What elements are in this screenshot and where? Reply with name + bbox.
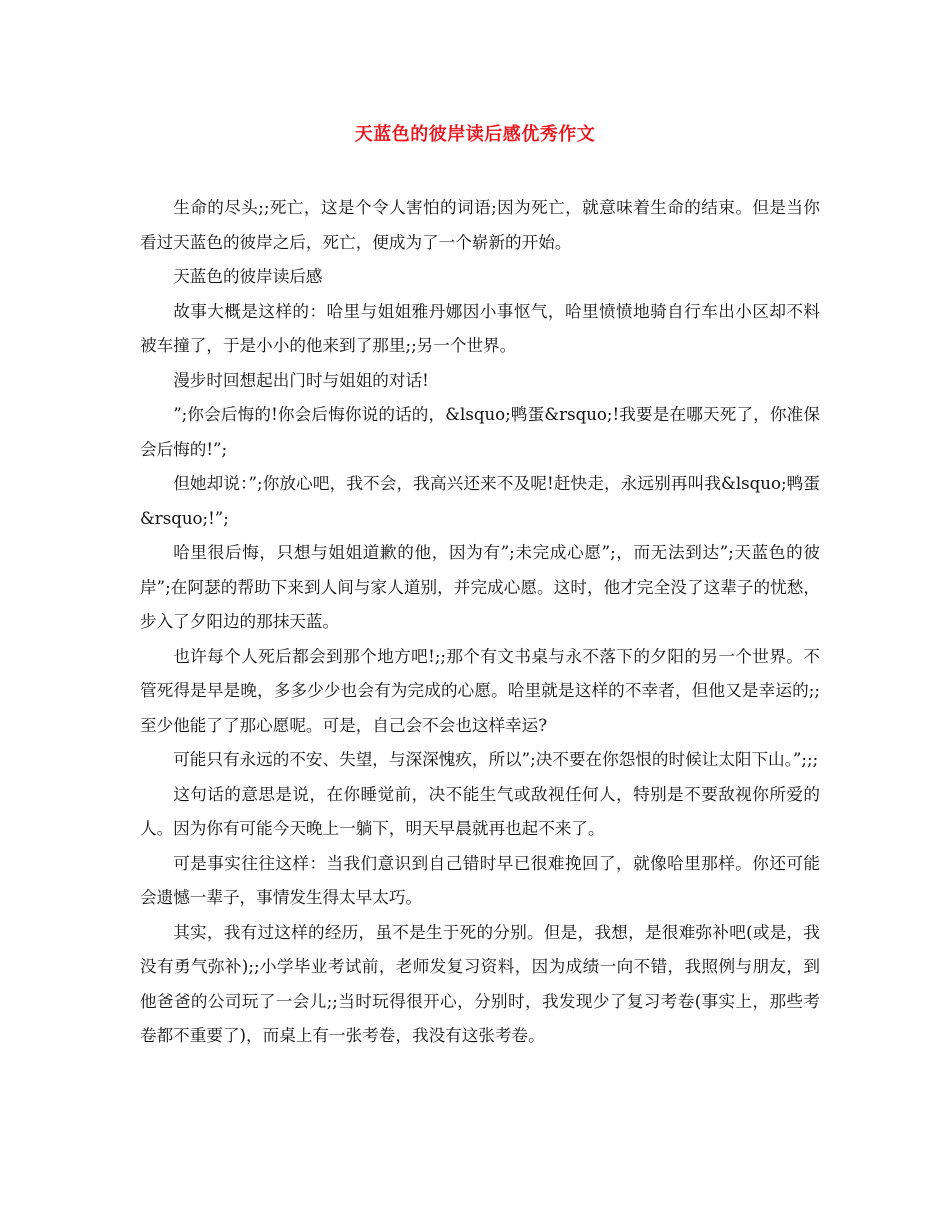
paragraph-10: 这句话的意思是说，在你睡觉前，决不能生气或敌视任何人，特别是不要敌视你所爱的人。因为你有可能今天晚上一躺下，明天早晨就再也起不来了。 (140, 784, 820, 838)
paragraph-5: ”;你会后悔的!你会后悔你说的话的，&lsquo;鸭蛋&rsquo;!我要是在哪天死了，你准保会后悔的!”; (140, 405, 820, 459)
paragraph-3: 故事大概是这样的：哈里与姐姐雅丹娜因小事怄气，哈里愤愤地骑自行车出小区却不料被车撞了，于是小小的他来到了那里;;另一个世界。 (140, 301, 820, 355)
paragraph-4: 漫步时回想起出门时与姐姐的对话! (173, 370, 429, 390)
document-body (140, 191, 820, 1054)
paragraph-8: 也许每个人死后都会到那个地方吧!;;那个有文书桌与永不落下的夕阳的另一个世界。不管死得是早是晚，多多少少也会有为完成的心愿。哈里就是这样的不幸者，但他又是幸运的;;至少他能了了那心愿呢。可是，自己会不会也这样幸运? (140, 646, 820, 735)
paragraph-1: 生命的尽头;;死亡，这是个令人害怕的词语;因为死亡，就意味着生命的结束。但是当你看过天蓝色的彼岸之后，死亡，便成为了一个崭新的开始。 (140, 198, 820, 252)
paragraph-2: 天蓝色的彼岸读后感 (173, 267, 323, 286)
paragraph-6: 但她却说：”;你放心吧，我不会，我高兴还来不及呢!赶快走，永远别再叫我&lsquo;鸭蛋&rsquo;!”; (140, 474, 820, 528)
paragraph-9: 可能只有永远的不安、失望，与深深愧疚，所以”;决不要在你怨恨的时候让太阳下山。”;;; (173, 750, 819, 769)
paragraph-7: 哈里很后悔，只想与姐姐道歉的他，因为有”;未完成心愿”;，而无法到达”;天蓝色的彼岸”;在阿瑟的帮助下来到人间与家人道别，并完成心愿。这时，他才完全没了这辈子的忧愁，步入了夕阳边的那抹天蓝。 (140, 543, 820, 631)
document-title: 天蓝色的彼岸读后感优秀作文 (354, 124, 596, 145)
paragraph-12: 其实，我有过这样的经历，虽不是生于死的分别。但是，我想，是很难弥补吧(或是，我没有勇气弥补);;小学毕业考试前，老师发复习资料，因为成绩一向不错，我照例与朋友，到他爸爸的公司玩了一会儿;;当时玩得很开心，分别时，我发现少了复习考卷(事实上，那些考卷都不重要了)，而桌上有一张考卷，我没有这张考卷。 (140, 922, 820, 1045)
paragraph-11: 可是事实往往这样：当我们意识到自己错时早已很难挽回了，就像哈里那样。你还可能会遗憾一辈子，事情发生得太早太巧。 (140, 853, 820, 907)
